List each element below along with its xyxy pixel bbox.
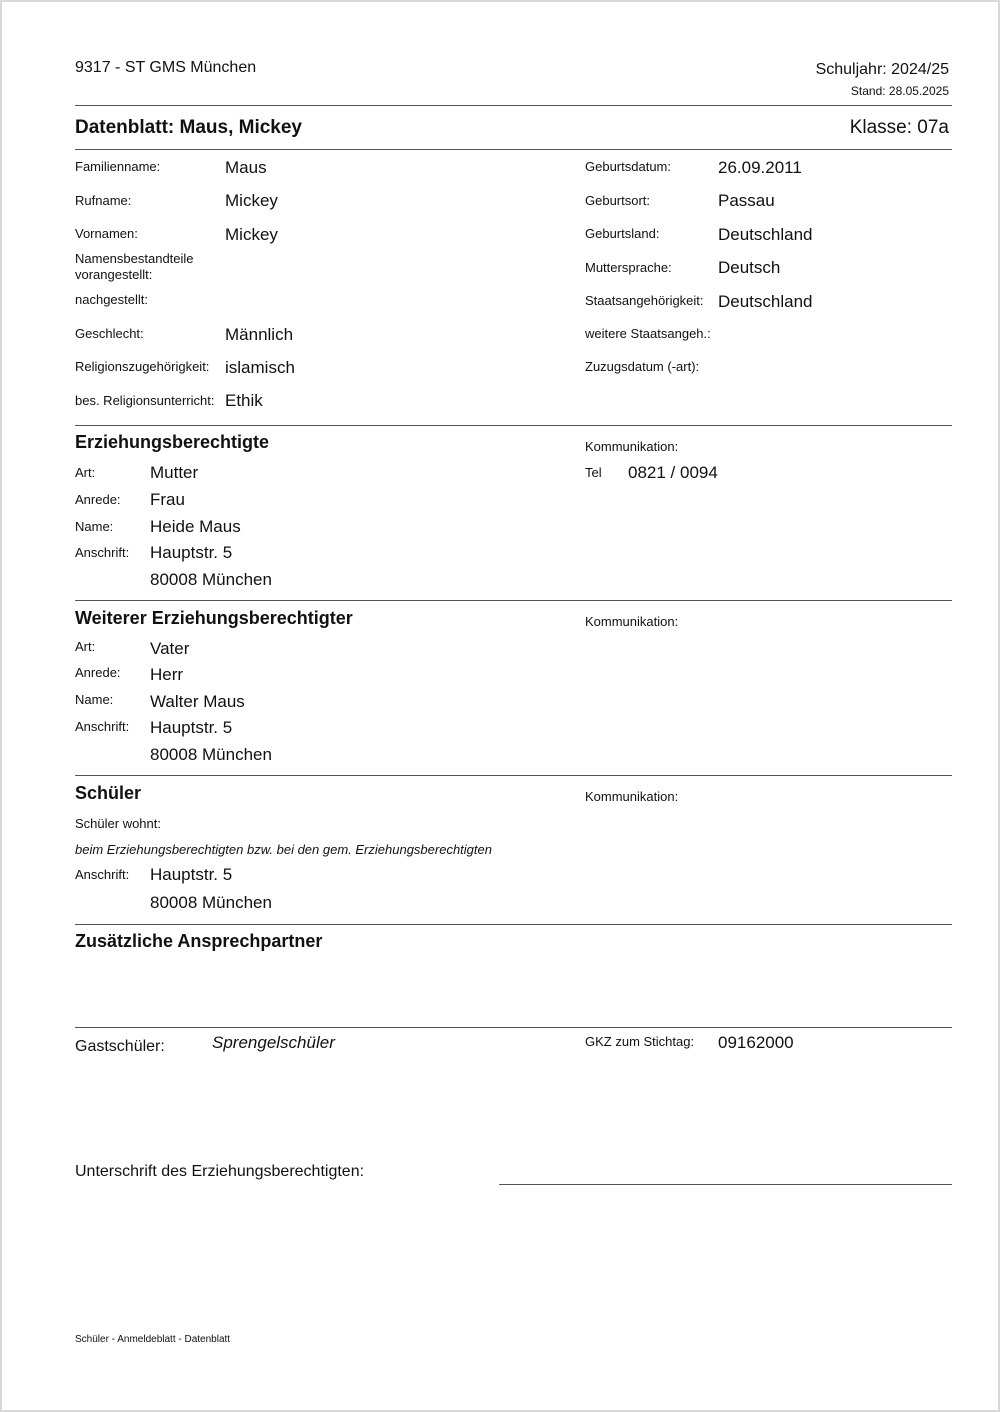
guardian2-name-label: Name: [75,692,114,707]
klasse: Klasse: 07a [849,117,949,138]
geburtsort-value: Passau [718,191,775,210]
namensbestandteile-label: Namensbestandteile [75,251,194,266]
rufname-value: Mickey [225,191,278,210]
guardian2-strasse: Hauptstr. 5 [150,718,233,737]
religionsunterricht-label: bes. Religionsunterricht: [75,393,215,408]
school-year: Schuljahr: 2024/25 [815,61,949,78]
staatsangehoerigkeit-value: Deutschland [718,292,813,311]
guardian2-name-value: Walter Maus [150,692,245,711]
guardian1-strasse: Hauptstr. 5 [150,543,233,562]
geschlecht-value: Männlich [225,325,294,344]
guardian2-ort: 80008 München [150,745,272,764]
geburtsdatum-label: Geburtsdatum: [585,159,671,174]
familienname-label: Familienname: [75,159,161,174]
guardian1-name-value: Heide Maus [150,517,241,536]
footer-text: Schüler - Anmeldeblatt - Datenblatt [75,1334,231,1345]
geburtsland-label: Geburtsland: [585,226,660,241]
vorangestellt-label: vorangestellt: [75,267,153,282]
student-anschrift-label: Anschrift: [75,867,130,882]
guardian1-title: Erziehungsberechtigte [75,432,270,452]
guardian1-kommunikation-label: Kommunikation: [585,439,679,454]
header-divider [75,105,952,106]
guardian1-anschrift-label: Anschrift: [75,545,130,560]
gastschueler-value: Sprengelschüler [212,1033,335,1052]
guardian2-anrede-value: Herr [150,665,184,684]
section-divider [75,600,952,601]
muttersprache-label: Muttersprache: [585,260,672,275]
stand-date: Stand: 28.05.2025 [850,84,949,98]
section-divider [75,775,952,776]
section-divider [75,924,952,925]
staatsangehoerigkeit-label: Staatsangehörigkeit: [585,293,704,308]
rufname-label: Rufname: [75,193,132,208]
title-divider [75,149,952,150]
weitere-staatsangeh-label: weitere Staatsangeh.: [585,326,711,341]
guardian1-ort: 80008 München [150,570,272,589]
nachgestellt-label: nachgestellt: [75,292,148,307]
geschlecht-label: Geschlecht: [75,326,144,341]
geburtsort-label: Geburtsort: [585,193,651,208]
religion-value: islamisch [225,358,295,377]
guardian1-tel-value: 0821 / 0094 [628,463,718,482]
guardian1-art-label: Art: [75,465,96,480]
guardian2-art-label: Art: [75,639,96,654]
vornamen-label: Vornamen: [75,226,138,241]
signature-line [499,1184,952,1185]
gastschueler-label: Gastschüler: [75,1038,165,1055]
geburtsdatum-value: 26.09.2011 [718,158,802,177]
guardian2-title: Weiterer Erziehungsberechtigter [75,608,353,628]
guardian1-anrede-label: Anrede: [75,492,121,507]
guardian1-name-label: Name: [75,519,114,534]
guardian1-tel-label: Tel [585,465,602,480]
student-strasse: Hauptstr. 5 [150,865,233,884]
section-divider [75,425,952,426]
gkz-label: GKZ zum Stichtag: [585,1034,695,1049]
zuzugsdatum-label: Zuzugsdatum (-art): [585,359,700,374]
student-wohnt-label: Schüler wohnt: [75,816,161,831]
student-title: Schüler [75,783,142,803]
guardian2-kommunikation-label: Kommunikation: [585,614,679,629]
religion-label: Religionszugehörigkeit: [75,359,210,374]
signature-label: Unterschrift des Erziehungsberechtigten: [75,1163,365,1180]
guardian2-anrede-label: Anrede: [75,665,121,680]
religionsunterricht-value: Ethik [225,391,263,410]
familienname-value: Maus [225,158,267,177]
page-title: Datenblatt: Maus, Mickey [75,117,302,138]
vornamen-value: Mickey [225,225,278,244]
student-ort: 80008 München [150,893,272,912]
school-name: 9317 - ST GMS München [75,59,257,76]
gkz-value: 09162000 [718,1033,794,1052]
geburtsland-value: Deutschland [718,225,813,244]
contacts-title: Zusätzliche Ansprechpartner [75,931,323,951]
student-kommunikation-label: Kommunikation: [585,789,679,804]
student-wohnt-value: beim Erziehungsberechtigten bzw. bei den gem. Erziehungsberechtigten [75,842,492,857]
section-divider [75,1027,952,1028]
guardian1-anrede-value: Frau [150,490,185,509]
muttersprache-value: Deutsch [718,258,781,277]
guardian1-art-value: Mutter [150,463,199,482]
guardian2-art-value: Vater [150,639,190,658]
guardian2-anschrift-label: Anschrift: [75,719,130,734]
